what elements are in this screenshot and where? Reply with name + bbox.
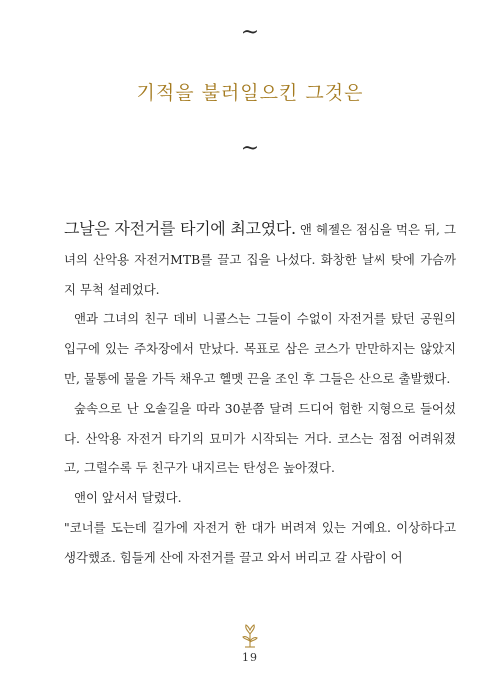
paragraph-text: 앤 헤젤은 점심을 먹은 뒤, 그녀의 산악용 자전거MTB를 끌고 집을 나섰다. 화창한 날씨 탓에 가슴까지 무척 설레었다. <box>64 222 456 297</box>
paragraph-4: 앤이 앞서서 달렸다. <box>74 490 182 506</box>
chapter-title: 기적을 불러일으킨 그것은 <box>136 82 364 104</box>
paragraph-3: 숲속으로 난 오솔길을 따라 30분쯤 달려 드디어 험한 지형으로 들어섰다. 산악용 자전거 타기의 묘미가 시작되는 거다. 코스는 점점 어려워졌고, 그럴수록 두 친구가 내지르는 탄성은 높아졌다. <box>64 400 456 476</box>
paragraph-5: "코너를 도는데 길가에 자전거 한 대가 버려져 있는 거예요. 이상하다고 생각했죠. 힘들게 산에 자전거를 끌고 와서 버리고 갈 사람이 어 <box>64 519 456 565</box>
body-text <box>64 214 456 573</box>
lead-sentence: 그날은 자전거를 타기에 최고였다. <box>64 219 296 238</box>
paragraph-1 <box>64 214 456 304</box>
paragraph-2: 앤과 그녀의 친구 데비 니콜스는 그들이 수없이 자전거를 탔던 공원의 입구에 있는 주차장에서 만났다. 목표로 삼은 코스가 만만하지는 않았지만, 물통에 물을 가득 채우고 헬멧 끈을 조인 후 그들은 산으로 출발했다. <box>64 311 456 386</box>
flower-ornament-icon <box>239 622 261 650</box>
page-number: 19 <box>242 651 258 664</box>
bottom-ornament: ~ <box>240 136 260 161</box>
top-ornament: ~ <box>240 20 260 45</box>
